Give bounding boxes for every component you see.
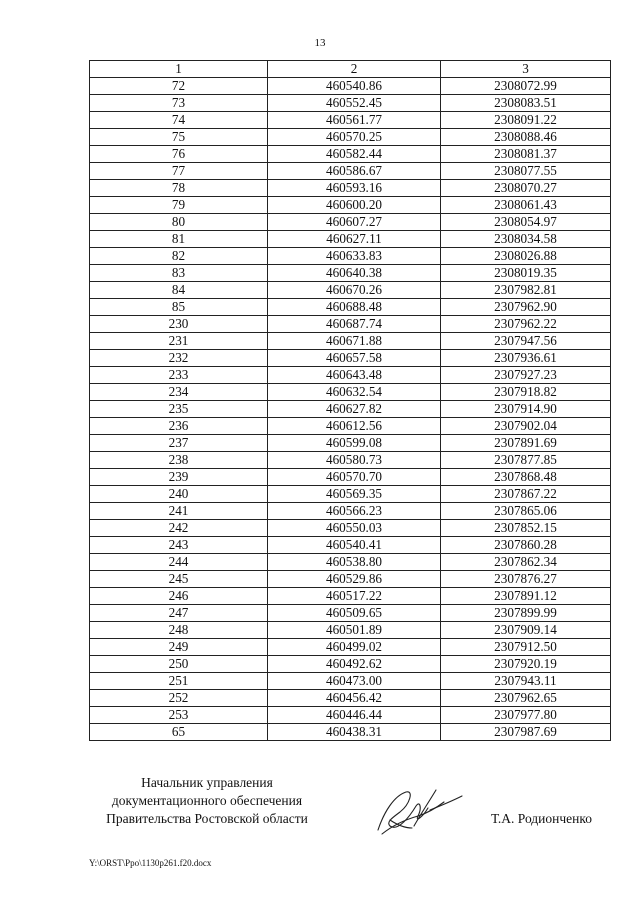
x-coordinate-cell: 460492.62 [268, 656, 441, 673]
point-number-cell: 83 [90, 265, 268, 282]
y-coordinate-cell: 2308083.51 [441, 95, 611, 112]
point-number-cell: 234 [90, 384, 268, 401]
table-row [90, 350, 611, 367]
y-coordinate-cell: 2308091.22 [441, 112, 611, 129]
table-row [90, 384, 611, 401]
table-row [90, 571, 611, 588]
x-coordinate-cell: 460593.16 [268, 180, 441, 197]
x-coordinate-cell: 460540.41 [268, 537, 441, 554]
y-coordinate-cell: 2307876.27 [441, 571, 611, 588]
x-coordinate-cell: 460599.08 [268, 435, 441, 452]
y-coordinate-cell: 2307891.12 [441, 588, 611, 605]
y-coordinate-cell: 2308088.46 [441, 129, 611, 146]
table-row [90, 656, 611, 673]
y-coordinate-cell: 2308054.97 [441, 214, 611, 231]
signatory-title-block [87, 774, 327, 828]
table-row [90, 469, 611, 486]
table-row [90, 214, 611, 231]
table-header-row [90, 61, 611, 78]
y-coordinate-cell: 2308061.43 [441, 197, 611, 214]
x-coordinate-cell: 460633.83 [268, 248, 441, 265]
table-body [90, 78, 611, 741]
point-number-cell: 231 [90, 333, 268, 350]
column-header-2: 2 [268, 61, 441, 78]
point-number-cell: 233 [90, 367, 268, 384]
point-number-cell: 65 [90, 724, 268, 741]
column-header-1: 1 [90, 61, 268, 78]
signatory-title-line-2: документационного обеспечения [111, 793, 303, 808]
y-coordinate-cell: 2307877.85 [441, 452, 611, 469]
point-number-cell: 232 [90, 350, 268, 367]
x-coordinate-cell: 460600.20 [268, 197, 441, 214]
table-row [90, 180, 611, 197]
table-row [90, 690, 611, 707]
y-coordinate-cell: 2307862.34 [441, 554, 611, 571]
x-coordinate-cell: 460570.70 [268, 469, 441, 486]
table-row [90, 333, 611, 350]
table-row [90, 486, 611, 503]
point-number-cell: 252 [90, 690, 268, 707]
signatory-title-line-3: Правительства Ростовской области [106, 811, 308, 826]
point-number-cell: 80 [90, 214, 268, 231]
x-coordinate-cell: 460456.42 [268, 690, 441, 707]
table-row [90, 554, 611, 571]
table-row [90, 418, 611, 435]
y-coordinate-cell: 2307982.81 [441, 282, 611, 299]
table-row [90, 146, 611, 163]
y-coordinate-cell: 2307891.69 [441, 435, 611, 452]
x-coordinate-cell: 460529.86 [268, 571, 441, 588]
y-coordinate-cell: 2307936.61 [441, 350, 611, 367]
y-coordinate-cell: 2307914.90 [441, 401, 611, 418]
table-row [90, 520, 611, 537]
x-coordinate-cell: 460687.74 [268, 316, 441, 333]
y-coordinate-cell: 2307962.90 [441, 299, 611, 316]
table-row [90, 401, 611, 418]
point-number-cell: 85 [90, 299, 268, 316]
x-coordinate-cell: 460643.48 [268, 367, 441, 384]
table-row [90, 724, 611, 741]
x-coordinate-cell: 460586.67 [268, 163, 441, 180]
x-coordinate-cell: 460501.89 [268, 622, 441, 639]
y-coordinate-cell: 2307867.22 [441, 486, 611, 503]
x-coordinate-cell: 460540.86 [268, 78, 441, 95]
table-row [90, 639, 611, 656]
x-coordinate-cell: 460671.88 [268, 333, 441, 350]
point-number-cell: 76 [90, 146, 268, 163]
x-coordinate-cell: 460627.11 [268, 231, 441, 248]
x-coordinate-cell: 460582.44 [268, 146, 441, 163]
table-row [90, 588, 611, 605]
y-coordinate-cell: 2308081.37 [441, 146, 611, 163]
table-row [90, 673, 611, 690]
signer-name: Т.А. Родионченко [491, 811, 592, 826]
point-number-cell: 239 [90, 469, 268, 486]
y-coordinate-cell: 2307977.80 [441, 707, 611, 724]
x-coordinate-cell: 460552.45 [268, 95, 441, 112]
table-row [90, 248, 611, 265]
point-number-cell: 235 [90, 401, 268, 418]
point-number-cell: 247 [90, 605, 268, 622]
table-row [90, 282, 611, 299]
x-coordinate-cell: 460640.38 [268, 265, 441, 282]
x-coordinate-cell: 460499.02 [268, 639, 441, 656]
y-coordinate-cell: 2307927.23 [441, 367, 611, 384]
x-coordinate-cell: 460569.35 [268, 486, 441, 503]
x-coordinate-cell: 460657.58 [268, 350, 441, 367]
y-coordinate-cell: 2307868.48 [441, 469, 611, 486]
x-coordinate-cell: 460538.80 [268, 554, 441, 571]
column-header-3: 3 [441, 61, 611, 78]
y-coordinate-cell: 2307987.69 [441, 724, 611, 741]
x-coordinate-cell: 460438.31 [268, 724, 441, 741]
x-coordinate-cell: 460580.73 [268, 452, 441, 469]
point-number-cell: 248 [90, 622, 268, 639]
x-coordinate-cell: 460550.03 [268, 520, 441, 537]
point-number-cell: 240 [90, 486, 268, 503]
table-row [90, 537, 611, 554]
x-coordinate-cell: 460670.26 [268, 282, 441, 299]
table-row [90, 129, 611, 146]
y-coordinate-cell: 2307860.28 [441, 537, 611, 554]
point-number-cell: 241 [90, 503, 268, 520]
table-row [90, 503, 611, 520]
x-coordinate-cell: 460446.44 [268, 707, 441, 724]
x-coordinate-cell: 460632.54 [268, 384, 441, 401]
x-coordinate-cell: 460570.25 [268, 129, 441, 146]
table-row [90, 316, 611, 333]
y-coordinate-cell: 2308077.55 [441, 163, 611, 180]
y-coordinate-cell: 2307852.15 [441, 520, 611, 537]
y-coordinate-cell: 2307909.14 [441, 622, 611, 639]
point-number-cell: 251 [90, 673, 268, 690]
y-coordinate-cell: 2307918.82 [441, 384, 611, 401]
table-row [90, 265, 611, 282]
point-number-cell: 243 [90, 537, 268, 554]
point-number-cell: 84 [90, 282, 268, 299]
point-number-cell: 238 [90, 452, 268, 469]
x-coordinate-cell: 460688.48 [268, 299, 441, 316]
y-coordinate-cell: 2307962.65 [441, 690, 611, 707]
table-row [90, 163, 611, 180]
point-number-cell: 75 [90, 129, 268, 146]
file-path: Y:\ORST\Ppo\1130p261.f20.docx [89, 858, 212, 868]
y-coordinate-cell: 2307902.04 [441, 418, 611, 435]
x-coordinate-cell: 460612.56 [268, 418, 441, 435]
y-coordinate-cell: 2308070.27 [441, 180, 611, 197]
point-number-cell: 79 [90, 197, 268, 214]
handwritten-signature [370, 782, 470, 842]
table-row [90, 299, 611, 316]
y-coordinate-cell: 2308072.99 [441, 78, 611, 95]
x-coordinate-cell: 460561.77 [268, 112, 441, 129]
point-number-cell: 230 [90, 316, 268, 333]
y-coordinate-cell: 2308019.35 [441, 265, 611, 282]
y-coordinate-cell: 2307899.99 [441, 605, 611, 622]
point-number-cell: 236 [90, 418, 268, 435]
point-number-cell: 245 [90, 571, 268, 588]
table-row [90, 435, 611, 452]
x-coordinate-cell: 460566.23 [268, 503, 441, 520]
point-number-cell: 73 [90, 95, 268, 112]
table-row [90, 622, 611, 639]
y-coordinate-cell: 2307865.06 [441, 503, 611, 520]
y-coordinate-cell: 2308026.88 [441, 248, 611, 265]
x-coordinate-cell: 460473.00 [268, 673, 441, 690]
page-number: 13 [314, 37, 326, 49]
point-number-cell: 249 [90, 639, 268, 656]
signatory-title-line-1: Начальник управления [141, 775, 273, 790]
x-coordinate-cell: 460509.65 [268, 605, 441, 622]
point-number-cell: 246 [90, 588, 268, 605]
point-number-cell: 250 [90, 656, 268, 673]
coordinates-table [89, 60, 611, 741]
point-number-cell: 81 [90, 231, 268, 248]
point-number-cell: 82 [90, 248, 268, 265]
y-coordinate-cell: 2308034.58 [441, 231, 611, 248]
point-number-cell: 74 [90, 112, 268, 129]
table-row [90, 707, 611, 724]
x-coordinate-cell: 460627.82 [268, 401, 441, 418]
table-row [90, 197, 611, 214]
y-coordinate-cell: 2307912.50 [441, 639, 611, 656]
table-row [90, 112, 611, 129]
table-row [90, 78, 611, 95]
x-coordinate-cell: 460517.22 [268, 588, 441, 605]
y-coordinate-cell: 2307962.22 [441, 316, 611, 333]
point-number-cell: 237 [90, 435, 268, 452]
point-number-cell: 78 [90, 180, 268, 197]
table-row [90, 367, 611, 384]
table-row [90, 95, 611, 112]
table-row [90, 605, 611, 622]
y-coordinate-cell: 2307943.11 [441, 673, 611, 690]
point-number-cell: 244 [90, 554, 268, 571]
point-number-cell: 77 [90, 163, 268, 180]
point-number-cell: 253 [90, 707, 268, 724]
point-number-cell: 242 [90, 520, 268, 537]
y-coordinate-cell: 2307947.56 [441, 333, 611, 350]
y-coordinate-cell: 2307920.19 [441, 656, 611, 673]
point-number-cell: 72 [90, 78, 268, 95]
x-coordinate-cell: 460607.27 [268, 214, 441, 231]
table-row [90, 452, 611, 469]
table-row [90, 231, 611, 248]
